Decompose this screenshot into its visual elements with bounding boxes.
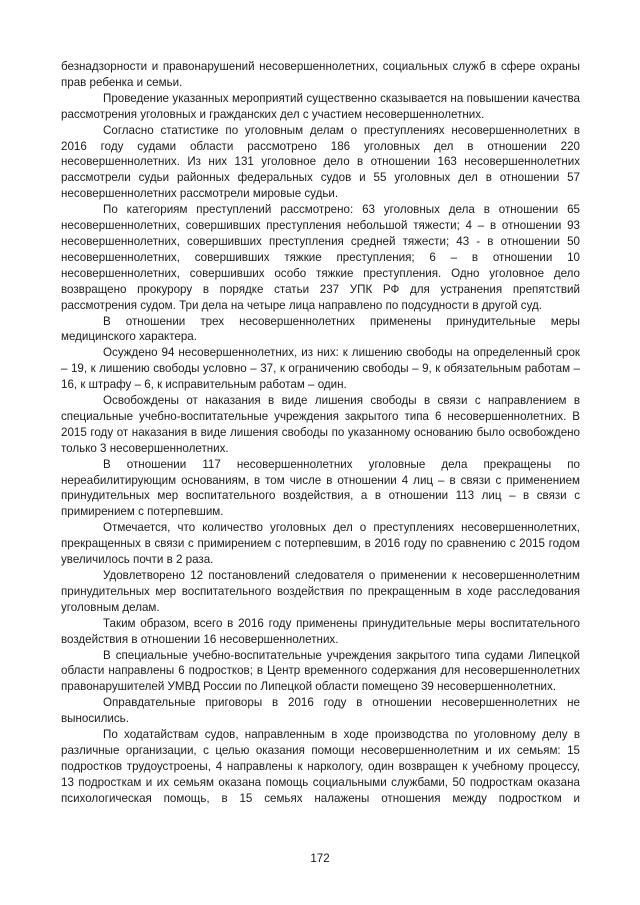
paragraph-continuation: безнадзорности и правонарушений несовершеннолетних, социальных служб в сфере охраны прав ребенка и семьи.	[61, 60, 580, 89]
paragraph: Проведение указанных мероприятий существенно сказывается на повышении качества рассмотрения уголовных и гражданских дел с участием несовершеннолетних.	[61, 91, 580, 121]
document-body	[61, 59, 580, 807]
paragraph: В специальные учебно-воспитательные учреждения закрытого типа судами Липецкой области направлены 6 подростков; в Центр временного содержания для несовершеннолетних правонарушителей УМВД России по Липецкой области помещено 39 несовершеннолетних.	[61, 648, 580, 694]
paragraph: По ходатайствам судов, направленным в ходе производства по уголовному делу в различные организации, с целью оказания помощи несовершеннолетним и их семьям: 15 подростков трудоустроены, 4 направлены к наркологу, один возвращен к учебному процессу, 13 подросткам и их семьям оказана помощь социальными службами, 50 подросткам оказана психологическая помощь, в 15 семьях налажены отношения между подростком и	[61, 728, 580, 805]
paragraph: Оправдательные приговоры в 2016 году в отношении несовершеннолетних не выносились.	[61, 696, 580, 726]
paragraph: Осуждено 94 несовершеннолетних, из них: к лишению свободы на определенный срок – 19, к лишению свободы условно – 37, к ограничению свободы – 9, к обязательным работам – 16, к штрафу – 6, к исправительным работам – один.	[61, 346, 580, 392]
paragraph: Освобождены от наказания в виде лишения свободы в связи с направлением в специальные учебно-воспитательные учреждения закрытого типа 6 несовершеннолетних. В 2015 году от наказания в виде лишения свободы по указанному основанию было освобождено только 3 несовершеннолетних.	[61, 394, 580, 455]
paragraph: Согласно статистике по уголовным делам о преступлениях несовершеннолетних в 2016 году судами области рассмотрено 186 уголовных дел в отношении 220 несовершеннолетних. Из них 131 уголовное дело в отношении 163 несовершеннолетних рассмотрели судьи районных федеральных судов и 55 уголовных дел в отношении 57 несовершеннолетних рассмотрели мировые судьи.	[61, 123, 580, 201]
paragraph: Отмечается, что количество уголовных дел о преступлениях несовершеннолетних, прекращенных в связи с примирением с потерпевшим, в 2016 году по сравнению с 2015 годом увеличилось почти в 2 раза.	[61, 521, 580, 567]
paragraph: Таким образом, всего в 2016 году применены принудительные меры воспитательного воздействия в отношении 16 несовершеннолетних.	[61, 616, 580, 646]
paragraph: Удовлетворено 12 постановлений следователя о применении к несовершеннолетним принудительных мер воспитательного воздействия по прекращенным в ходе расследования уголовным делам.	[61, 569, 580, 614]
page-number: 172	[310, 852, 330, 865]
paragraph: В отношении трех несовершеннолетних применены принудительные меры медицинского характера.	[61, 314, 580, 344]
paragraph: По категориям преступлений рассмотрено: 63 уголовных дела в отношении 65 несовершеннолетних, совершивших преступления небольшой тяжести; 4 – в отношении 93 несовершеннолетних, совершивших преступления средней тяжести; 43 - в отношении 50 несовершеннолетних, совершивших тяжкие преступления; 6 – в отношении 10 несовершеннолетних, совершивших особо тяжкие преступления. Одно уголовное дело возвращено прокурору в порядке статьи 237 УПК РФ для устранения препятствий рассмотрения судом. Три дела на четыре лица направлено по подсудности в другой суд.	[61, 203, 580, 312]
paragraph: В отношении 117 несовершеннолетних уголовные дела прекращены по нереабилитирующим основаниям, в том числе в отношении 4 лиц – в связи с применением принудительных мер воспитательного воздействия, а в отношении 113 лиц – в связи с примирением с потерпевшим.	[61, 457, 580, 519]
